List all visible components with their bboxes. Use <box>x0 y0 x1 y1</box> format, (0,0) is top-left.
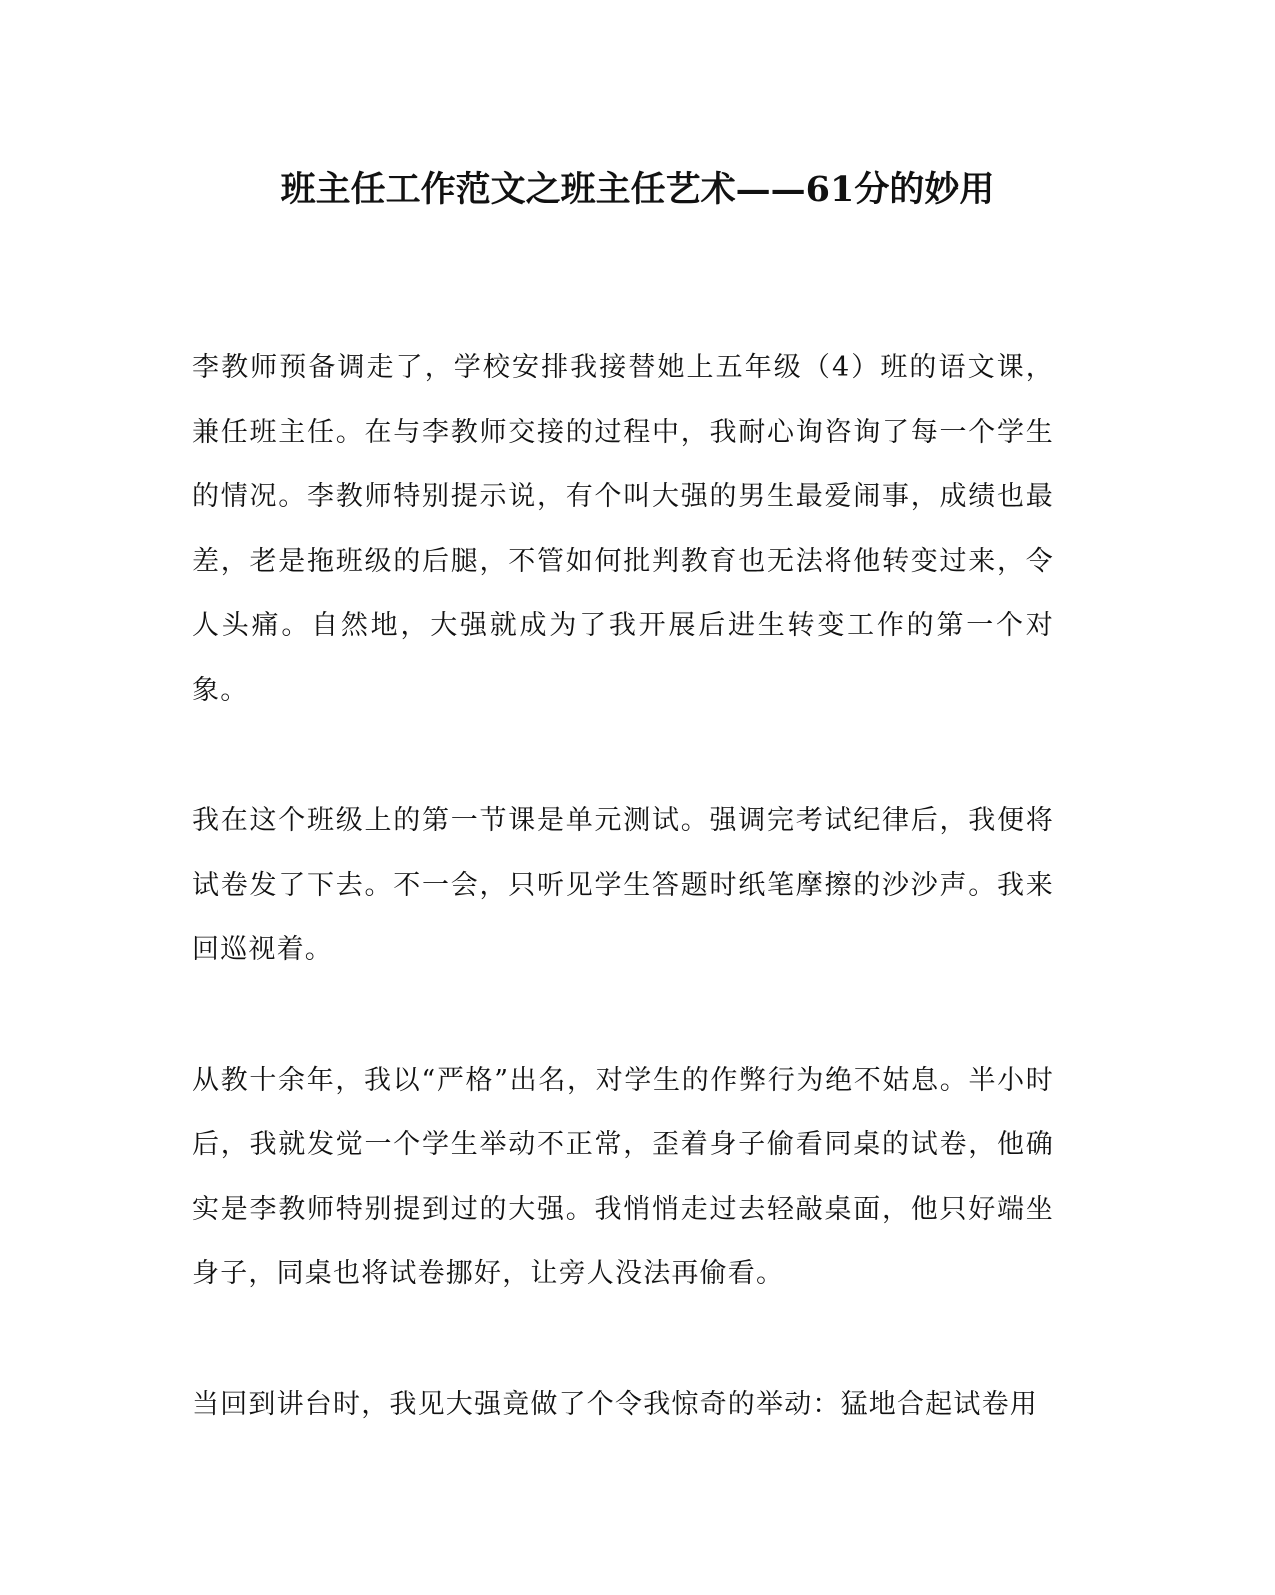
document-body <box>192 336 1054 1503</box>
paragraph: 当回到讲台时，我见大强竟做了个令我惊奇的举动：猛地合起试卷用 <box>192 1388 1038 1420</box>
paragraph: 李教师预备调走了，学校安排我接替她上五年级（4）班的语文课，兼任班主任。在与李教师交接的过程中，我耐心询咨询了每一个学生的情况。李教师特别提示说，有个叫大强的男生最爱闹事，成绩也最差，老是拖班级的后腿，不管如何批判教育也无法将他转变过来，令人头痛。自然地，大强就成为了我开展后进生转变工作的第一个对象。 <box>192 352 1054 706</box>
paragraph: 我在这个班级上的第一节课是单元测试。强调完考试纪律后，我便将试卷发了下去。不一会，只听见学生答题时纸笔摩擦的沙沙声。我来回巡视着。 <box>192 805 1054 965</box>
page-title: 班主任工作范文之班主任艺术——61分的妙用 <box>280 169 995 210</box>
paragraph: 从教十余年，我以“严格”出名，对学生的作弊行为绝不姑息。半小时后，我就发觉一个学生举动不正常，歪着身子偷看同桌的试卷，他确实是李教师特别提到过的大强。我悄悄走过去轻敲桌面，他只好端坐身子，同桌也将试卷挪好，让旁人没法再偷看。 <box>192 1064 1054 1289</box>
